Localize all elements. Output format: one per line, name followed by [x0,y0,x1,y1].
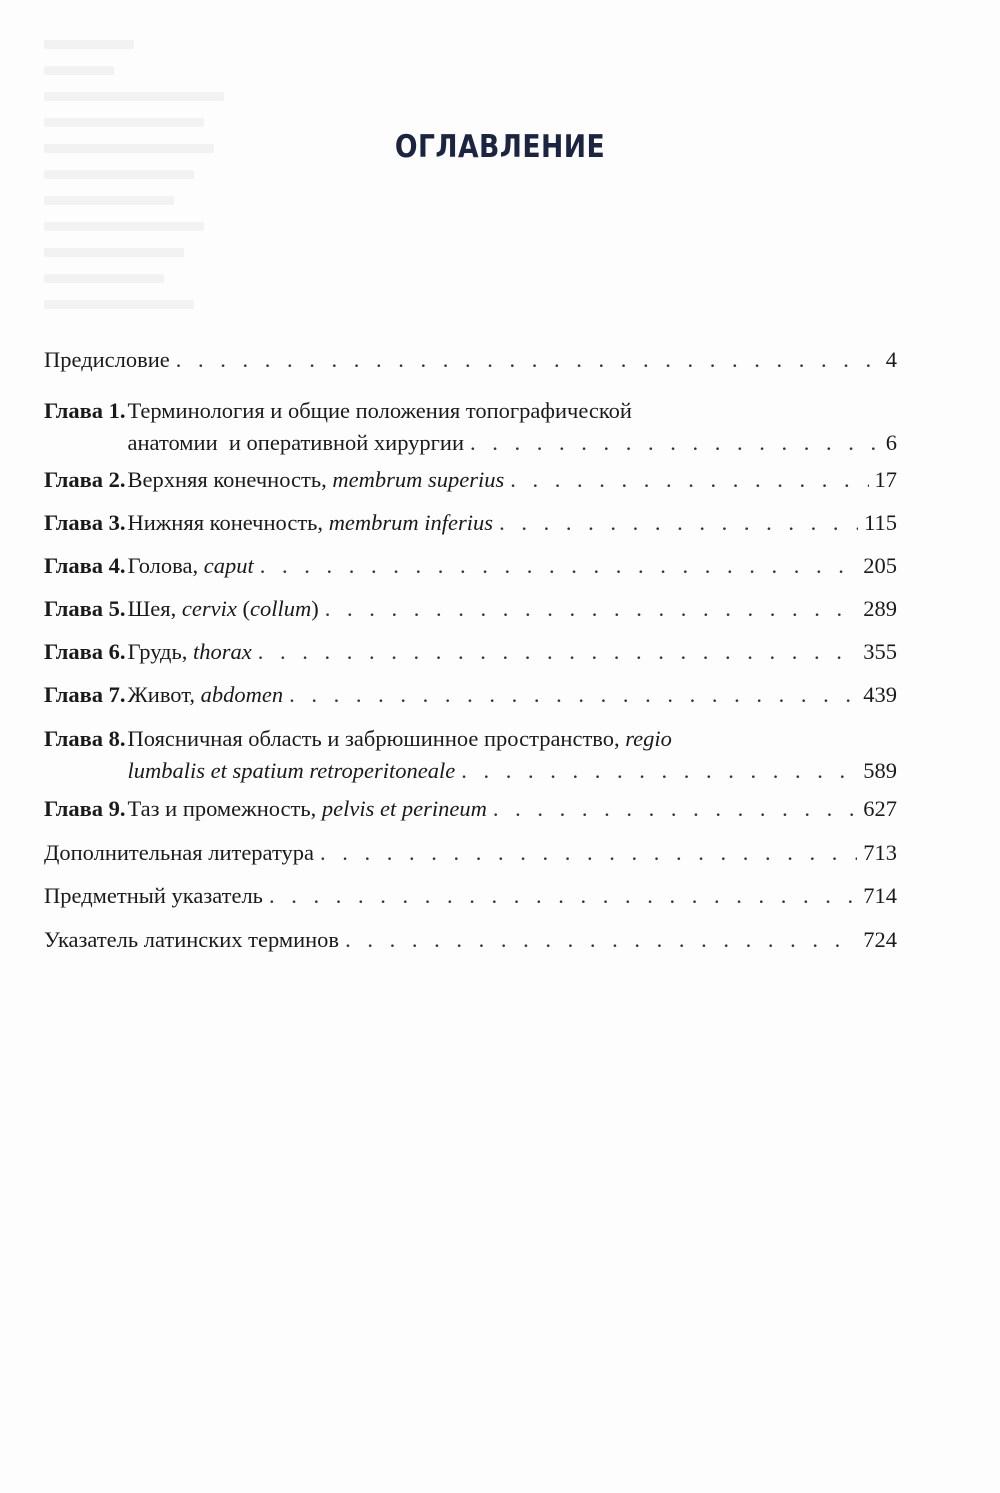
leader-dots [470,427,880,459]
toc-page-number: 724 [863,927,897,952]
toc-entry-chapter-6[interactable] [44,636,897,668]
toc-entry-title: Верхняя конечность, [127,467,333,492]
chapter-label: Глава 9. [44,796,126,821]
leader-dots [176,344,880,376]
latin-term: caput [203,553,254,578]
toc-entry-title: Дополнительная литература [44,840,314,865]
toc-entry-title: Живот, [127,682,201,707]
paren-close: ) [311,596,319,621]
toc-entry-title: Голова, [127,553,204,578]
toc-entry-chapter-5[interactable] [44,593,897,625]
chapter-label: Глава 7. [44,682,126,707]
toc-page-number: 627 [863,796,897,821]
chapter-label: Глава 3. [44,510,126,535]
toc-entry-title: Шея, [127,596,182,621]
leader-dots [269,880,857,912]
toc-page-number: 589 [863,758,897,783]
leader-dots [499,507,858,539]
toc-page-number: 439 [863,682,897,707]
leader-dots [320,837,857,869]
latin-term: thorax [193,639,252,664]
toc-page-number: 6 [885,430,897,455]
leader-dots [325,593,858,625]
toc-entry-title: Предметный указатель [44,883,263,908]
latin-term: abdomen [200,682,284,707]
toc-entry-chapter-3[interactable] [44,507,897,539]
toc-entry-title-line1: Терминология и общие положения топографической [127,398,632,423]
latin-term: pelvis et perineum [321,796,487,821]
toc-page-number: 355 [863,639,897,664]
leader-dots [260,550,858,582]
toc-entry-preface[interactable] [44,344,897,376]
toc-entry-title: Таз и промежность, [127,796,322,821]
paren-open: ( [236,596,250,621]
toc-entry-chapter-7[interactable] [44,679,897,711]
toc-page-number: 713 [863,840,897,865]
toc-entry-latin-index[interactable] [44,924,897,956]
latin-term: membrum inferius [328,510,494,535]
chapter-label: Глава 4. [44,553,126,578]
latin-term: membrum superius [332,467,505,492]
toc-page-number: 714 [863,883,897,908]
toc-entry-chapter-4[interactable] [44,550,897,582]
leader-dots [258,636,857,668]
toc-entry-title: Предисловие [44,347,170,372]
chapter-label: Глава 1. [44,398,126,423]
toc-page-number: 205 [863,553,897,578]
toc-entry-further-reading[interactable] [44,837,897,869]
toc-entry-title-line1: Поясничная область и забрюшинное пространство, [127,726,626,751]
toc-entry-chapter-9[interactable] [44,793,897,825]
page-title: ОГЛАВЛЕНИЕ [394,128,606,165]
leader-dots [493,793,857,825]
chapter-label: Глава 6. [44,639,126,664]
toc-entry-title: Указатель латинских терминов [44,927,340,952]
toc-page-number: 4 [885,347,897,372]
latin-term-line1: regio [625,726,672,751]
latin-term-alt: collum [250,596,312,621]
toc-entry-chapter-8[interactable] [44,723,897,787]
chapter-label: Глава 2. [44,467,126,492]
toc-page-number: 115 [864,510,897,535]
leader-dots [510,464,868,496]
toc-page-number: 289 [863,596,897,621]
toc-entry-chapter-1[interactable] [44,395,897,459]
toc-entry-subject-index[interactable] [44,880,897,912]
latin-term: lumbalis et spatium retroperitoneale [127,758,456,783]
latin-term: cervix [181,596,237,621]
toc-entry-title: Грудь, [127,639,194,664]
leader-dots [289,679,857,711]
toc-entry-title: анатомии и оперативной хирургии [127,430,464,455]
chapter-label: Глава 5. [44,596,126,621]
leader-dots [345,924,857,956]
toc-page-number: 17 [874,467,897,492]
toc-entry-title: Нижняя конечность, [127,510,329,535]
leader-dots [461,755,857,787]
chapter-label: Глава 8. [44,726,126,751]
toc-entry-chapter-2[interactable] [44,464,897,496]
